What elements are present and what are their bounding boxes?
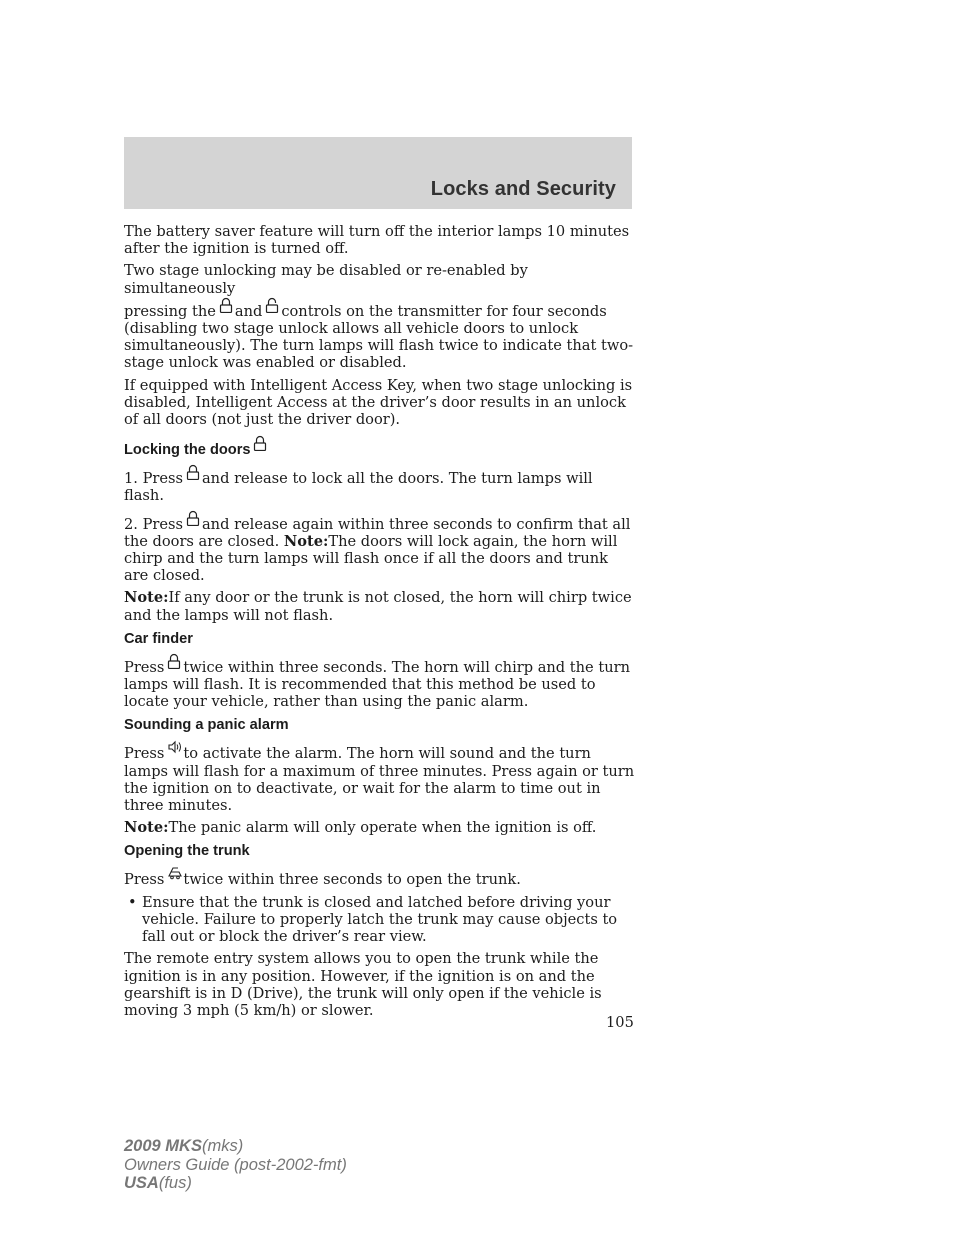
footer-region: USA — [124, 1174, 159, 1192]
step1-post: and release to lock all the doors. The turn lamps will flash. — [124, 470, 593, 505]
step2-note-label: Note: — [283, 532, 329, 550]
lock-icon — [186, 510, 200, 526]
trunk-paragraph — [124, 865, 636, 888]
bullet-dot: • — [128, 893, 137, 911]
panic-pre: Press — [124, 745, 165, 763]
step2-pre: 2. Press — [124, 515, 183, 533]
section-header-band — [124, 137, 632, 209]
panic-alarm-icon — [167, 739, 181, 755]
two-stage-post: controls on the transmitter for four seconds — [281, 302, 607, 320]
intelligent-access-paragraph: If equipped with Intelligent Access Key, when two stage unlocking is disabled, Intelligent Access at the driver’s door results in an unlock of all doors (not just the driver door). — [124, 376, 633, 429]
panic-note-text: The panic alarm will only operate when the ignition is off. — [168, 819, 597, 837]
car-finder-heading: Car finder — [124, 630, 193, 647]
panic-heading: Sounding a panic alarm — [124, 717, 289, 734]
footer-line-1 — [124, 1137, 347, 1156]
two-stage-mid: and — [234, 302, 263, 320]
unlock-icon — [265, 297, 279, 313]
lock-icon — [167, 653, 181, 669]
trunk-heading: Opening the trunk — [124, 843, 250, 860]
document-footer — [124, 1137, 347, 1193]
locking-note-label: Note: — [124, 589, 169, 607]
panic-note — [124, 819, 636, 836]
panic-note-label: Note: — [124, 819, 169, 837]
locking-heading-text: Locking the doors — [124, 442, 251, 459]
footer-line-3 — [124, 1174, 347, 1193]
trunk-bullet-item — [124, 894, 636, 946]
locking-note-text: If any door or the trunk is not closed, the horn will chirp twice and the lamps will not flash. — [124, 589, 632, 624]
footer-model: 2009 MKS — [124, 1137, 202, 1155]
panic-post: to activate the alarm. The horn will sound and the turn lamps will flash for a maximum of three minutes. Press again or turn the ignition on to deactivate, or wait for the alarm to time out in three minutes. — [124, 745, 635, 815]
footer-region-code: (fus) — [158, 1174, 192, 1192]
two-stage-line1: Two stage unlocking may be disabled or re-enabled by simultaneously — [124, 262, 528, 297]
two-stage-pre: pressing the — [124, 302, 216, 320]
lock-icon — [219, 297, 233, 313]
locking-step-2 — [124, 510, 636, 585]
panic-paragraph — [124, 739, 636, 814]
step2-post: and release again within three seconds to confirm that all the doors are closed. — [124, 515, 631, 550]
battery-saver-paragraph: The battery saver feature will turn off the interior lamps 10 minutes after the ignition is turned off. — [124, 223, 630, 258]
car-finder-post: twice within three seconds. The horn will chirp and the turn lamps will flash. It is recommended that this method be used to locate your vehicle, rather than using the panic alarm. — [124, 658, 630, 711]
footer-line-2: Owners Guide (post-2002-fmt) — [124, 1155, 347, 1174]
footer-model-code: (mks) — [201, 1137, 244, 1155]
step2-note: The doors will lock again, the horn will chirp and the turn lamps will flash once if all the doors and trunk are closed. — [124, 532, 618, 585]
section-title: Locks and Security — [430, 178, 616, 200]
locking-step-1 — [124, 464, 636, 504]
trunk-bullet-text: Ensure that the trunk is closed and latched before driving your vehicle. Failure to properly latch the trunk may cause objects to fall out or block the driver’s rear view. — [142, 893, 618, 946]
car-finder-pre: Press — [124, 658, 165, 676]
trunk-icon — [167, 865, 181, 881]
trunk-pre: Press — [124, 871, 165, 889]
step1-pre: 1. Press — [124, 470, 183, 488]
two-stage-paragraph — [124, 262, 636, 371]
page-content — [124, 223, 636, 1024]
lock-icon — [253, 435, 267, 451]
lock-icon — [186, 464, 200, 480]
page-number: 105 — [606, 1014, 634, 1031]
remote-entry-paragraph: The remote entry system allows you to open the trunk while the ignition is in any position. However, if the ignition is on and the gearshift is in D (Drive), the trunk will only open if the vehicle is moving 3 mph (5 km/h) or slower. — [124, 950, 602, 1019]
locking-note — [124, 589, 636, 623]
car-finder-paragraph — [124, 653, 636, 711]
trunk-post: twice within three seconds to open the trunk. — [183, 871, 521, 889]
two-stage-rest: (disabling two stage unlock allows all vehicle doors to unlock simultaneously). The turn lamps will flash twice to indicate that two-stage unlock was enabled or disabled. — [124, 320, 634, 372]
locking-heading — [124, 435, 636, 459]
